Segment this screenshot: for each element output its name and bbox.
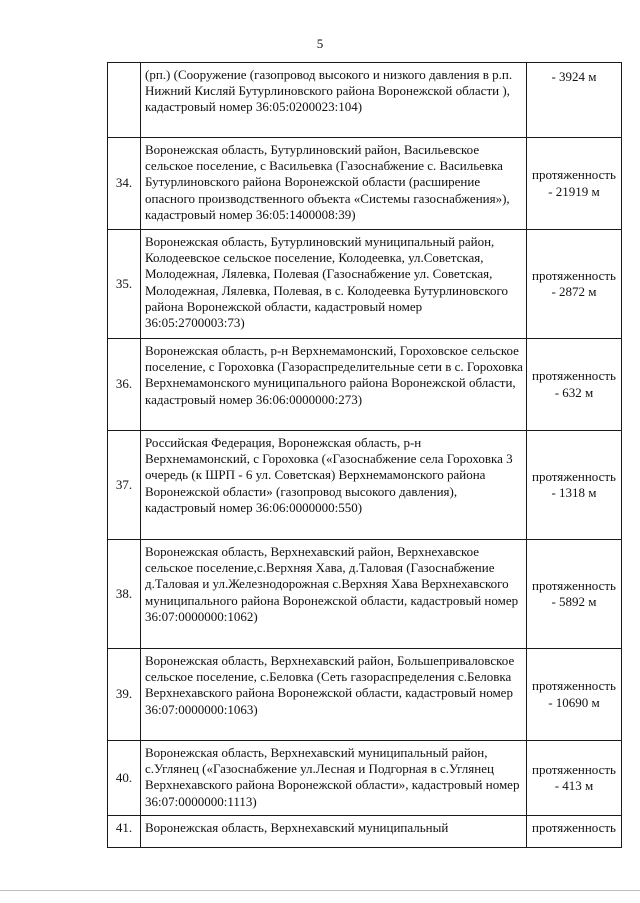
table-row <box>108 649 622 741</box>
row-number: 35. <box>108 230 141 339</box>
object-length: протяженность - 632 м <box>527 339 622 431</box>
table-row <box>108 63 622 138</box>
object-description: Воронежская область, Верхнехавский район, Верхнехавское сельское поселение,с.Верхняя Хава, д.Таловая (Газоснабжение д.Таловая и ул.Железнодорожная с.Верхняя Хава Верхнехавского муниципального района Воронежской области, кадастровый номер 36:07:0000000:1062) <box>141 540 527 649</box>
row-number: 41. <box>108 816 141 848</box>
object-length: - 3924 м <box>527 63 622 138</box>
object-description: Воронежская область, Бутурлиновский муниципальный район, Колодеевское сельское поселение, Колодеевка, ул.Советская, Молодежная, Лялевка, Полевая (Газоснабжение ул. Советская, Молодежная, Лялевка, Полевая, в с. Колодеевка Бутурлиновского района Воронежской области, кадастровый номер 36:05:2700003:73) <box>141 230 527 339</box>
object-description: Российская Федерация, Воронежская область, р-н Верхнемамонский, с Гороховка («Газоснабжение села Гороховка 3 очередь (к ШРП - 6 ул. Советская) Верхнемамонского района Воронежской области» (газопровод высокого давления), кадастровый номер 36:06:0000000:550) <box>141 431 527 540</box>
page-number: 5 <box>316 36 324 51</box>
row-number: 37. <box>108 431 141 540</box>
object-description: Воронежская область, Верхнехавский муниципальный <box>141 816 527 848</box>
registry-table <box>107 62 622 848</box>
object-length: протяженность - 1318 м <box>527 431 622 540</box>
object-description: (рп.) (Сооружение (газопровод высокого и низкого давления в р.п. Нижний Кисляй Бутурлиновского района Воронежской области ), кадастровый номер 36:05:0200023:104) <box>141 63 527 138</box>
row-number <box>108 63 141 138</box>
row-number: 40. <box>108 741 141 816</box>
table-row <box>108 230 622 339</box>
object-description: Воронежская область, Верхнехавский район, Большеприваловское сельское поселение, с.Беловка (Сеть газораспределения с.Беловка Верхнехавского района Воронежской области, кадастровый номер 36:07:0000000:1063) <box>141 649 527 741</box>
table-row <box>108 741 622 816</box>
table-row <box>108 339 622 431</box>
table-row <box>108 540 622 649</box>
object-length: протяженность - 5892 м <box>527 540 622 649</box>
object-length: протяженность - 10690 м <box>527 649 622 741</box>
row-number: 34. <box>108 138 141 230</box>
table-row <box>108 138 622 230</box>
table-row <box>108 431 622 540</box>
row-number: 36. <box>108 339 141 431</box>
object-length: протяженность - 413 м <box>527 741 622 816</box>
object-description: Воронежская область, Бутурлиновский район, Васильевское сельское поселение, с Васильевка (Газоснабжение с. Васильевка Бутурлиновского района Воронежской области (расширение опасного производственного объекта «Системы газоснабжения»), кадастровый номер 36:05:1400008:39) <box>141 138 527 230</box>
object-length: протяженность <box>527 816 622 848</box>
object-length: протяженность - 21919 м <box>527 138 622 230</box>
object-length: протяженность - 2872 м <box>527 230 622 339</box>
row-number: 39. <box>108 649 141 741</box>
row-number: 38. <box>108 540 141 649</box>
table-row <box>108 816 622 848</box>
object-description: Воронежская область, р-н Верхнемамонский, Гороховское сельское поселение, с Гороховка (Газораспределительные сети в с. Гороховка Верхнемамонского муниципального района Воронежской области, кадастровый номер 36:06:0000000:273) <box>141 339 527 431</box>
page-bottom-divider <box>0 890 640 891</box>
object-description: Воронежская область, Верхнехавский муниципальный район, с.Углянец («Газоснабжение ул.Лесная и Подгорная в с.Углянец Верхнехавского района Воронежской области», кадастровый номер 36:07:0000000:1113) <box>141 741 527 816</box>
